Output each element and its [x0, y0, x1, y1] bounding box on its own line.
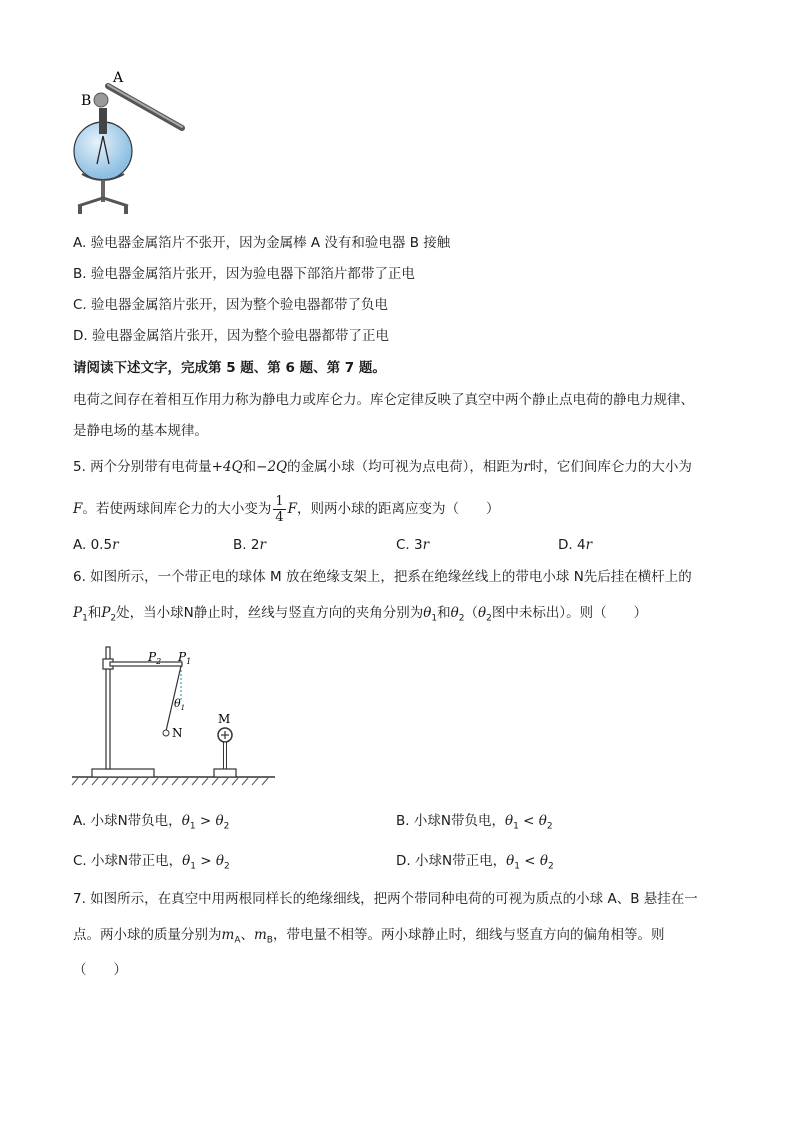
label-m: M: [218, 712, 231, 726]
q4-option-a: A. 验电器金属箔片不张开，因为金属棒 A 没有和验电器 B 接触: [73, 235, 451, 251]
q6-option-d: D. 小球N带正电，$\theta_1 < \theta_2$: [396, 853, 554, 872]
q5-stem-line-1: 5. 两个分别带有电荷量+4Q和−2Q的金属小球（均可视为点电荷），相距为r时，它们间库仑力的大小为: [73, 459, 692, 475]
label-n: N: [172, 726, 183, 740]
label-b: B: [81, 93, 92, 109]
label-theta1: $\theta_1$: [174, 697, 186, 712]
reading-instruction: 请阅读下述文字，完成第 5 题、第 6 题、第 7 题。: [73, 360, 386, 376]
passage-line-1: 电荷之间存在着相互作用力称为静电力或库仑力。库仑定律反映了真空中两个静止点电荷的静电力规律、: [73, 392, 694, 408]
passage-line-2: 是静电场的基本规律。: [73, 423, 208, 439]
electroscope-knob-b: [94, 93, 108, 107]
q5-option-a: A. 0.5r: [73, 537, 119, 553]
pendulum-figure: [70, 645, 280, 790]
ball-n: [163, 730, 169, 736]
q7-stem-line-3: （ ）: [73, 962, 127, 978]
q6-stem-line-2: $P_1$和$P_2$处，当小球N静止时，丝线与竖直方向的夹角分别为$\theta_1$和$\theta_2(\theta_2$图中未标出）。则（ ）: [73, 605, 648, 624]
q5-option-d: D. 4r: [558, 537, 593, 553]
q4-option-d: D. 验电器金属箔片张开，因为整个验电器都带了正电: [73, 328, 389, 344]
q5-option-c: C. 3r: [396, 537, 430, 553]
q6-option-c: C. 小球N带正电，$\theta_1 > \theta_2$: [73, 853, 230, 872]
electroscope-figure: [70, 64, 200, 220]
q5-option-b: B. 2r: [233, 537, 266, 553]
q6-stem-line-1: 6. 如图所示，一个带正电的球体 M 放在绝缘支架上，把系在绝缘丝线上的带电小球 N先后挂在横杆上的: [73, 569, 692, 585]
label-p1: $P_1$: [178, 650, 192, 666]
q4-option-c: C. 验电器金属箔片张开，因为整个验电器都带了负电: [73, 297, 389, 313]
q4-option-b: B. 验电器金属箔片张开，因为验电器下部箔片都带了正电: [73, 266, 415, 282]
label-a: A: [113, 70, 124, 86]
q6-option-b: B. 小球N带负电，$\theta_1 < \theta_2$: [396, 813, 553, 832]
q6-option-a: A. 小球N带负电，$\theta_1 > \theta_2$: [73, 813, 230, 832]
label-p2: $P_2$: [148, 650, 162, 666]
q7-stem-line-1: 7. 如图所示，在真空中用两根同样长的绝缘细线，把两个带同种电荷的可视为质点的小球 A、B 悬挂在一: [73, 891, 698, 907]
fraction-one-quarter: $\frac{1}{4}$: [275, 493, 284, 525]
q5-stem-line-2: F。若使两球间库仑力的大小变为 $\frac{1}{4}$ F，则两小球的距离应变为（ ）: [73, 493, 500, 525]
q7-stem-line-2: 点。两小球的质量分别为$m_A$、$m_B$，带电量不相等。两小球静止时，细线与竖直方向的偏角相等。则: [73, 927, 665, 946]
